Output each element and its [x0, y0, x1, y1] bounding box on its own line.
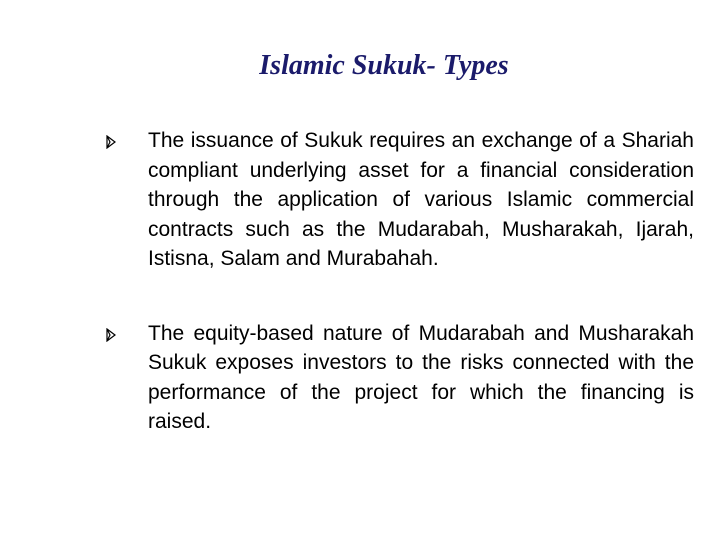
arrowhead-bullet-icon	[105, 135, 117, 149]
bullet-item	[0, 319, 720, 437]
arrowhead-bullet-icon	[105, 328, 117, 342]
slide-title: Islamic Sukuk- Types	[259, 50, 509, 81]
bullet-item	[0, 126, 720, 274]
bullet-list	[0, 126, 720, 482]
bullet-text: The issuance of Sukuk requires an exchange of a Shariah compliant underlying asset for a financial consideration through the application of various Islamic commercial contracts such as the Mudarabah, Musharakah, Ijarah, Istisna, Salam and Murabahah.	[148, 129, 694, 270]
bullet-text: The equity-based nature of Mudarabah and Musharakah Sukuk exposes investors to the risks connected with the performance of the project for which the financing is raised.	[148, 321, 694, 433]
